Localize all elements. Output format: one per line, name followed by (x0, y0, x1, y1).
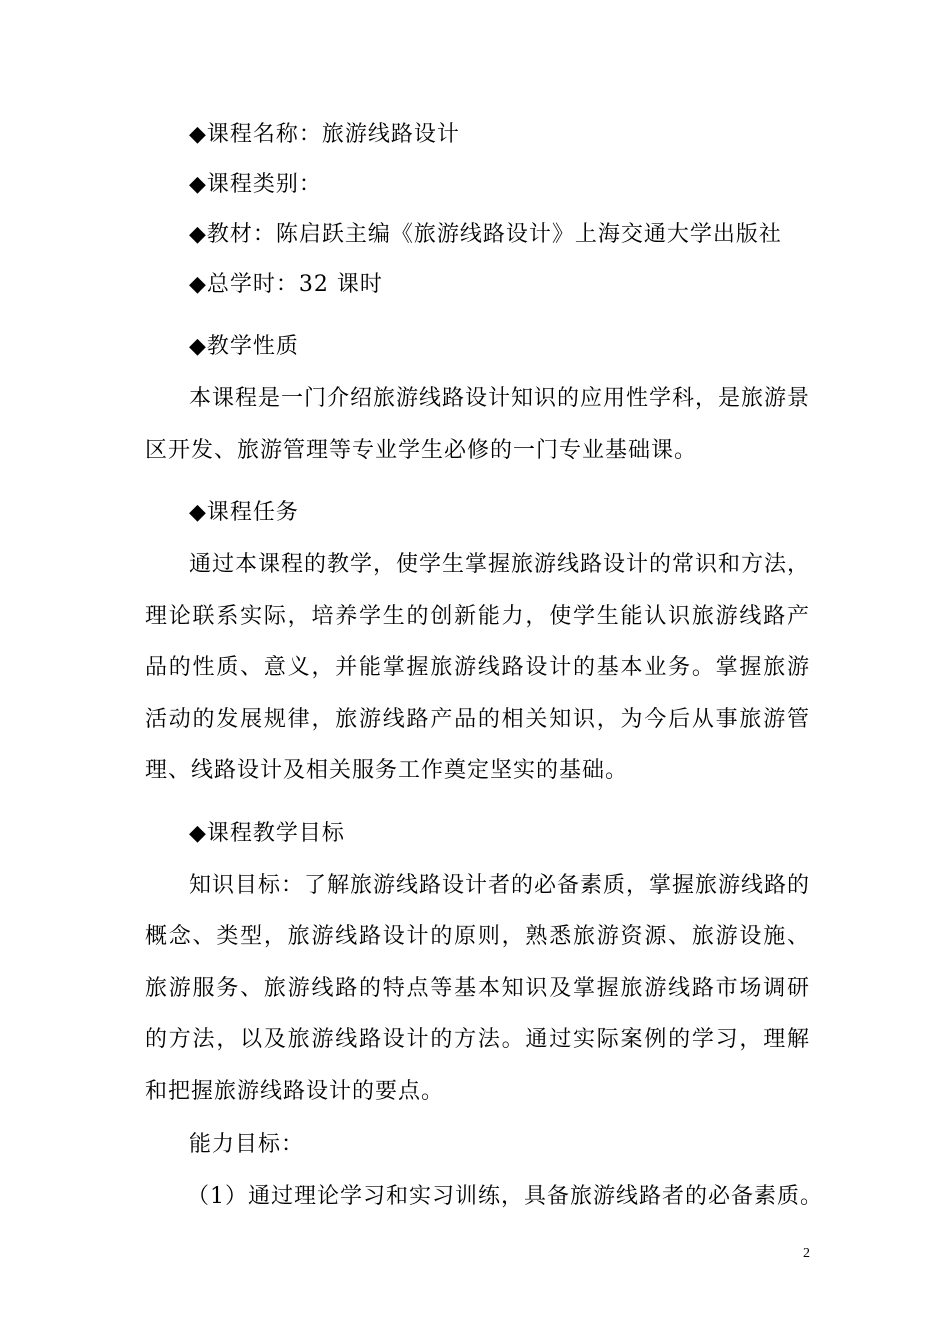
section-task (145, 539, 810, 797)
section-heading-objectives: ◆课程教学目标 (189, 820, 345, 846)
section-objectives (145, 860, 810, 1118)
page-content (145, 110, 823, 1223)
section-nature (145, 373, 810, 476)
knowledge-objective-paragraph: 知识目标：了解旅游线路设计者的必备素质，掌握旅游线路的概念、类型，旅游线路设计的原则，熟悉旅游资源、旅游设施、旅游服务、旅游线路的特点等基本知识及掌握旅游线路市场调研的方法，以及旅游线路设计的方法。通过实际案例的学习，理解和把握旅游线路设计的要点。 (145, 872, 811, 1104)
course-category: ◆课程类别： (189, 172, 322, 197)
course-name: ◆课程名称：旅游线路设计 (189, 122, 460, 147)
section-heading-nature: ◆教学性质 (189, 334, 299, 359)
task-paragraph: 通过本课程的教学，使学生掌握旅游线路设计的常识和方法，理论联系实际，培养学生的创新能力，使学生能认识旅游线路产品的性质、意义，并能掌握旅游线路设计的基本业务。掌握旅游活动的发展规律，旅游线路产品的相关知识，为今后从事旅游管理、线路设计及相关服务工作奠定坚实的基础。 (145, 552, 811, 783)
section-heading-task: ◆课程任务 (189, 500, 299, 525)
ability-objective-item-1: （1）通过理论学习和实习训练，具备旅游线路者的必备素质。 (187, 1184, 823, 1209)
page-number: 2 (803, 1246, 810, 1261)
ability-objective-label: 能力目标： (189, 1132, 305, 1157)
nature-paragraph: 本课程是一门介绍旅游线路设计知识的应用性学科，是旅游景区开发、旅游管理等专业学生必修的一门专业基础课。 (145, 386, 811, 463)
course-textbook: ◆教材：陈启跃主编《旅游线路设计》上海交通大学出版社 (189, 222, 782, 247)
course-total-hours: ◆总学时：32 课时 (189, 272, 383, 297)
